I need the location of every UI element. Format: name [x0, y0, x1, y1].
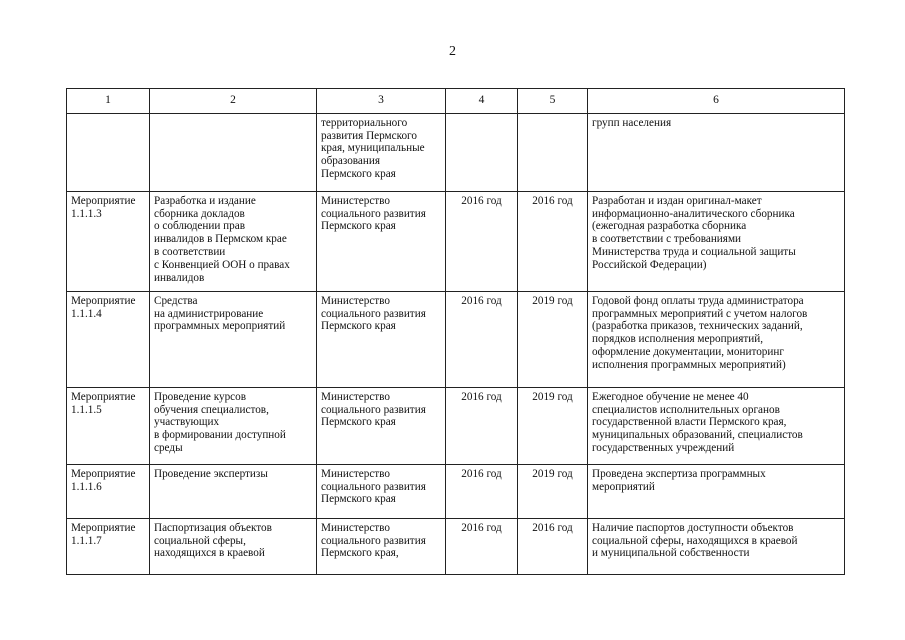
table-row [67, 191, 845, 291]
table-row [67, 518, 845, 574]
column-header: 2 [150, 89, 317, 114]
measure-name: Паспортизация объектов социальной сферы, находящихся в краевой [150, 518, 317, 574]
measure-result: Наличие паспортов доступности объектов социальной сферы, находящихся в краевой и муниципальной собственности [588, 518, 845, 574]
measure-id [67, 113, 150, 191]
column-header: 4 [446, 89, 518, 114]
measure-start: 2016 год [446, 464, 518, 518]
measure-executor: Министерство социального развития Пермского края, [317, 518, 446, 574]
measure-end: 2019 год [518, 464, 588, 518]
column-header: 1 [67, 89, 150, 114]
column-header: 5 [518, 89, 588, 114]
measure-executor: Министерство социального развития Пермского края [317, 191, 446, 291]
measure-start: 2016 год [446, 291, 518, 387]
measure-start: 2016 год [446, 387, 518, 464]
page-number: 2 [449, 44, 456, 59]
measure-start: 2016 год [446, 191, 518, 291]
measure-executor: Министерство социального развития Пермского края [317, 387, 446, 464]
measure-name: Средства на администрирование программных мероприятий [150, 291, 317, 387]
table-row [67, 291, 845, 387]
measure-executor: территориального развития Пермского края, муниципальные образования Пермского края [317, 113, 446, 191]
measure-end [518, 113, 588, 191]
measure-name [150, 113, 317, 191]
measure-result: Ежегодное обучение не менее 40 специалистов исполнительных органов государственной власти Пермского края, муниципальных образований, специалистов государственных учреждений [588, 387, 845, 464]
measure-name: Проведение экспертизы [150, 464, 317, 518]
measure-name: Проведение курсов обучения специалистов, участвующих в формировании доступной среды [150, 387, 317, 464]
measure-name: Разработка и издание сборника докладов о соблюдении прав инвалидов в Пермском крае в соответствии с Конвенцией ООН о правах инвалидов [150, 191, 317, 291]
measure-result: Годовой фонд оплаты труда администратора программных мероприятий с учетом налогов (разработка приказов, технических заданий, порядков исполнения мероприятий, оформление документации, мониторинг исполнения программных мероприятий) [588, 291, 845, 387]
table-header-row [67, 89, 845, 114]
measure-result: Разработан и издан оригинал-макет информационно-аналитического сборника (ежегодная разработка сборника в соответствии с требованиями Министерства труда и социальной защиты Российской Федерации) [588, 191, 845, 291]
measures-table [66, 88, 845, 575]
table-row [67, 387, 845, 464]
table-row [67, 464, 845, 518]
measure-id: Мероприятие 1.1.1.3 [67, 191, 150, 291]
measure-id: Мероприятие 1.1.1.6 [67, 464, 150, 518]
column-header: 6 [588, 89, 845, 114]
measure-id: Мероприятие 1.1.1.4 [67, 291, 150, 387]
measure-result: Проведена экспертиза программных мероприятий [588, 464, 845, 518]
measure-start: 2016 год [446, 518, 518, 574]
measure-executor: Министерство социального развития Пермского края [317, 291, 446, 387]
measure-end: 2016 год [518, 191, 588, 291]
table-row [67, 113, 845, 191]
measure-start [446, 113, 518, 191]
measure-end: 2016 год [518, 518, 588, 574]
measure-end: 2019 год [518, 387, 588, 464]
measure-end: 2019 год [518, 291, 588, 387]
measure-executor: Министерство социального развития Пермского края [317, 464, 446, 518]
measure-id: Мероприятие 1.1.1.5 [67, 387, 150, 464]
measure-result: групп населения [588, 113, 845, 191]
measure-id: Мероприятие 1.1.1.7 [67, 518, 150, 574]
column-header: 3 [317, 89, 446, 114]
